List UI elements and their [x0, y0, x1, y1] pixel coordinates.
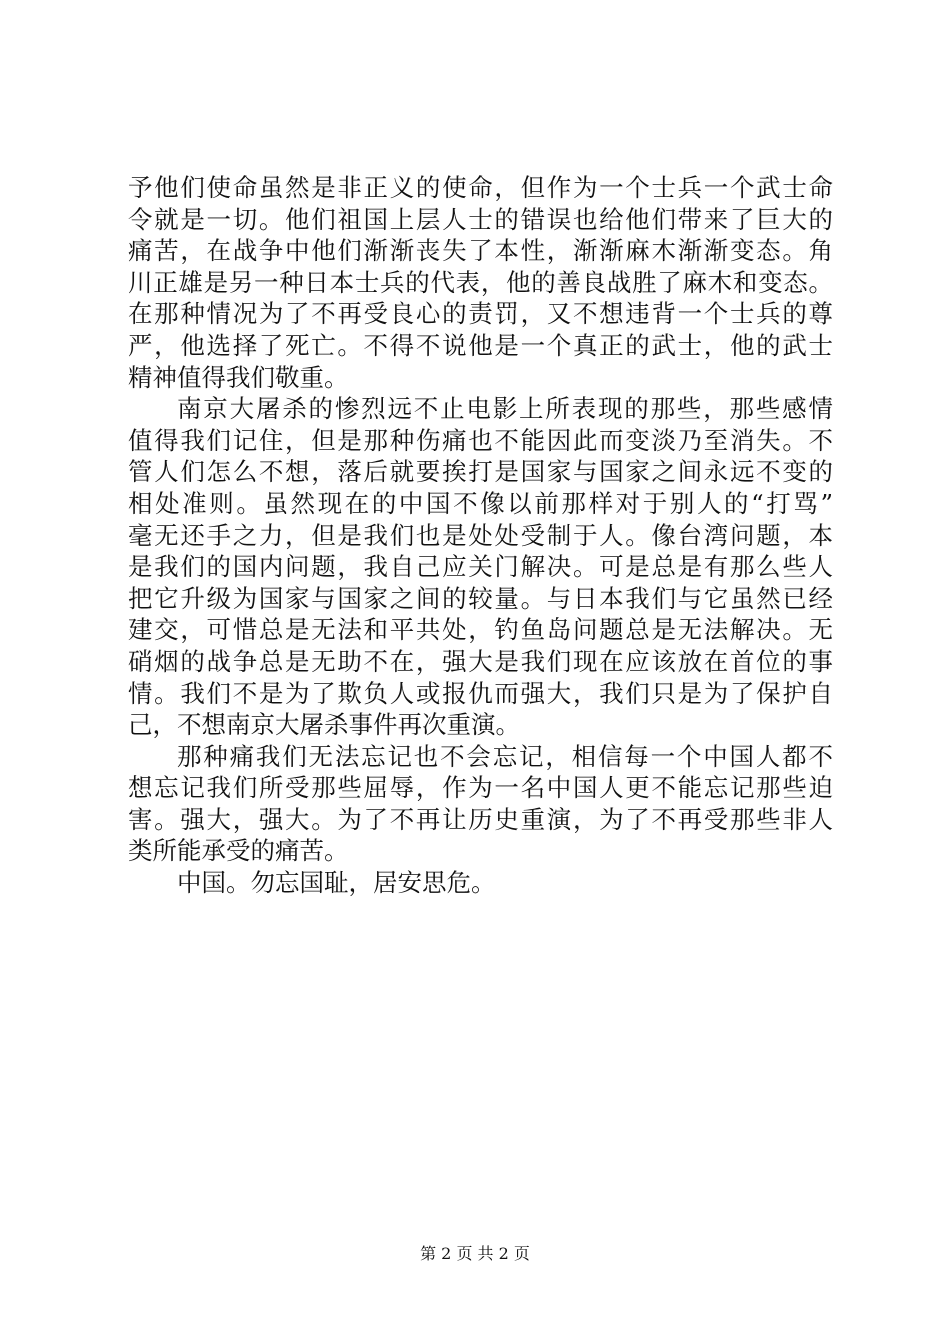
text-line: 硝烟的战争总是无助不在，强大是我们现在应该放在首位的事 [128, 646, 833, 676]
text-line: 严，他选择了死亡。不得不说他是一个真正的武士，他的武士 [128, 330, 833, 360]
text-line: 那种痛我们无法忘记也不会忘记，相信每一个中国人都不 [177, 741, 833, 771]
page-footer: 第 2 页 共 2 页 [420, 1244, 530, 1263]
text-line: 建交，可惜总是无法和平共处，钓鱼岛问题总是无法解决。无 [128, 615, 833, 645]
text-line: 把它升级为国家与国家之间的较量。与日本我们与它虽然已经 [128, 583, 833, 613]
text-line: 类所能承受的痛苦。 [128, 836, 349, 866]
text-line: 害。强大，强大。为了不再让历史重演，为了不再受那些非人 [128, 804, 833, 834]
document-body [128, 172, 833, 899]
text-line: 在那种情况为了不再受良心的责罚，又不想违背一个士兵的尊 [128, 299, 833, 329]
text-line: 南京大屠杀的惨烈远不止电影上所表现的那些，那些感情 [177, 394, 833, 424]
text-line: 是我们的国内问题，我自己应关门解决。可是总是有那么些人 [128, 552, 833, 582]
text-line: 中国。勿忘国耻，居安思危。 [177, 868, 496, 898]
text-line: 想忘记我们所受那些屈辱，作为一名中国人更不能忘记那些迫 [128, 773, 833, 803]
text-line: 值得我们记住，但是那种伤痛也不能因此而变淡乃至消失。不 [128, 425, 833, 455]
paragraph-4 [128, 867, 833, 899]
paragraph-1 [128, 172, 833, 393]
text-line: 予他们使命虽然是非正义的使命，但作为一个士兵一个武士命 [128, 173, 833, 202]
text-line: 毫无还手之力，但是我们也是处处受制于人。像台湾问题，本 [128, 520, 833, 550]
text-line: 管人们怎么不想，落后就要挨打是国家与国家之间永远不变的 [128, 457, 833, 487]
paragraph-3 [128, 741, 833, 867]
paragraph-2 [128, 393, 833, 741]
text-line: 川正雄是另一种日本士兵的代表，他的善良战胜了麻木和变态。 [128, 267, 833, 297]
text-line: 相处准则。虽然现在的中国不像以前那样对于别人的“打骂” [128, 488, 833, 518]
text-line: 令就是一切。他们祖国上层人士的错误也给他们带来了巨大的 [128, 204, 833, 234]
text-line: 己，不想南京大屠杀事件再次重演。 [128, 710, 520, 740]
text-line: 精神值得我们敬重。 [128, 362, 349, 392]
text-line: 痛苦，在战争中他们渐渐丧失了本性，渐渐麻木渐渐变态。角 [128, 236, 833, 266]
text-line: 情。我们不是为了欺负人或报仇而强大，我们只是为了保护自 [128, 678, 833, 708]
